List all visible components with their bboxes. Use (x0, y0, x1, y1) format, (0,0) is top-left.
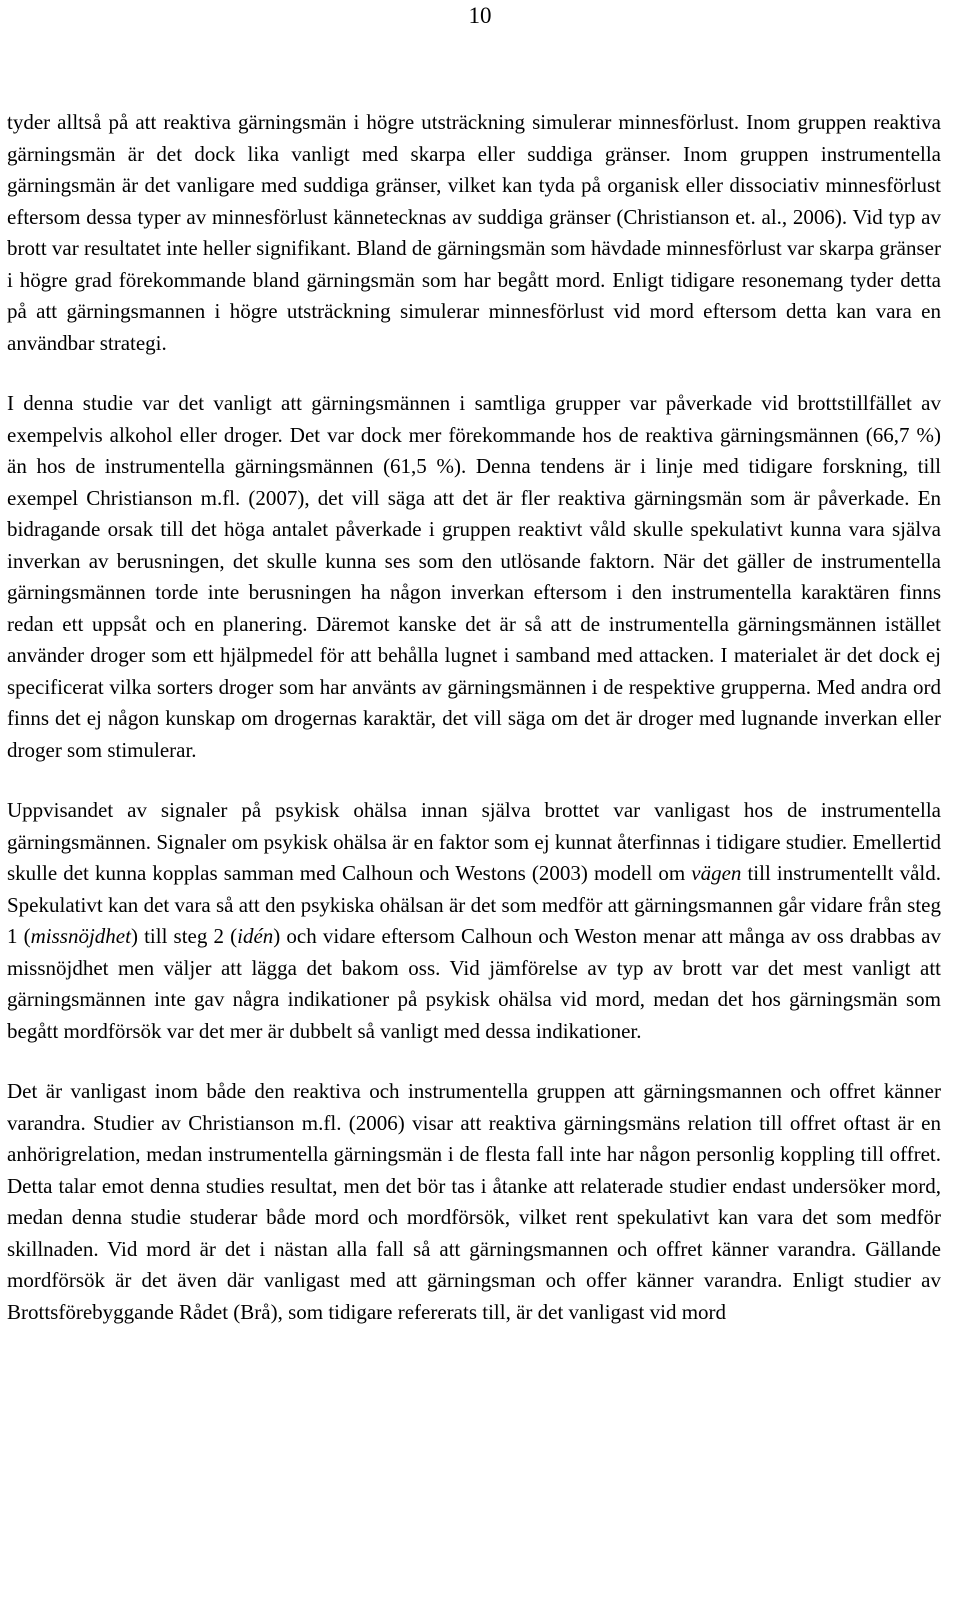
page-number: 10 (468, 3, 492, 28)
paragraph-mental-health (7, 795, 941, 1047)
paragraph-relationship (7, 1076, 941, 1328)
italic-term: idén (237, 924, 274, 948)
italic-term: missnöjdhet (30, 924, 131, 948)
italic-term: vägen (691, 861, 742, 885)
paragraph-text: Uppvisandet av signaler på psykisk ohälsa innan själva brottet var vanligast hos de instrumentella gärningsmännen. Signaler om psykisk ohälsa är en faktor som ej kunnat återfinnas i tidigare studier. Emellertid skulle det kunna kopplas samman med Calhoun och Westons (2003) modell om (7, 798, 941, 885)
document-body (7, 107, 941, 1328)
paragraph-text: till instrumentellt våld. Spekulativt kan det vara så att den psykiska ohälsan är det som medför att gärningsmannen går vidare från steg 1 ( (7, 861, 941, 948)
paragraph-text: ) till steg 2 ( (130, 924, 238, 948)
paragraph-text: tyder alltså på att reaktiva gärningsmän i högre utsträckning simulerar minnesförlust. Inom gruppen reaktiva gärningsmän är det dock lika vanligt med skarpa eller suddiga gränser. Inom gruppen instrumentella gärningsmän är det vanligare med suddiga gränser, vilket kan tyda på organisk eller dissociativ minnesförlust eftersom dessa typer av minnesförlust kännetecknas av suddiga gränser (Christianson et. al., 2006). Vid typ av brott var resultatet inte heller signifikant. Bland de gärningsmän som hävdade minnesförlust var skarpa gränser i högre grad förekommande bland gärningsmän som har begått mord. Enligt tidigare resonemang tyder detta på att gärningsmannen i högre utsträckning simulerar minnesförlust vid mord eftersom detta kan vara en användbar strategi. (7, 110, 941, 355)
paragraph-text: ) och vidare eftersom Calhoun och Weston menar att många av oss drabbas av missnöjdhet men väljer att lägga det bakom oss. Vid jämförelse av typ av brott var det mest vanligt att gärningsmännen inte gav några indikationer på psykisk ohälsa vid mord, medan det hos gärningsmän som begått mordförsök var det mer är dubbelt så vanligt med dessa indikationer. (7, 924, 941, 1043)
paragraph-memory-loss (7, 107, 941, 359)
paragraph-text: Det är vanligast inom både den reaktiva och instrumentella gruppen att gärningsmannen och offret känner varandra. Studier av Christianson m.fl. (2006) visar att reaktiva gärningsmäns relation till offret oftast är en anhörigrelation, medan instrumentella gärningsmän i de flesta fall inte har någon personlig koppling till offret. Detta talar emot denna studies resultat, men det bör tas i åtanke att relaterade studier endast undersöker mord, medan denna studie studerar både mord och mordförsök, vilket rent spekulativt kan vara det som medför skillnaden. Vid mord är det i nästan alla fall så att gärningsmannen och offret känner varandra. Gällande mordförsök är det även där vanligast med att gärningsman och offer känner varandra. Enligt studier av Brottsförebyggande Rådet (Brå), som tidigare refererats till, är det vanligast vid mord (7, 1079, 941, 1324)
paragraph-text: I denna studie var det vanligt att gärningsmännen i samtliga grupper var påverkade vid brottstillfället av exempelvis alkohol eller droger. Det var dock mer förekommande hos de reaktiva gärningsmännen (66,7 %) än hos de instrumentella gärningsmännen (61,5 %). Denna tendens är i linje med tidigare forskning, till exempel Christianson m.fl. (2007), det vill säga att det är fler reaktiva gärningsmän som är påverkade. En bidragande orsak till det höga antalet påverkade i gruppen reaktivt våld skulle spekulativt kunna vara själva inverkan av berusningen, det skulle kunna ses som den utlösande faktorn. När det gäller de instrumentella gärningsmännen torde inte berusningen ha någon inverkan eftersom i den instrumentella karaktären finns redan ett uppsåt och en planering. Däremot kanske det är så att de instrumentella gärningsmännen istället använder droger som ett hjälpmedel för att behålla lugnet i samband med attacken. I materialet är det dock ej specificerat vilka sorters droger som har använts av gärningsmännen i de respektive grupperna. Med andra ord finns det ej någon kunskap om drogernas karaktär, det vill säga om det är droger med lugnande inverkan eller droger som stimulerar. (7, 391, 941, 762)
paragraph-intoxication (7, 388, 941, 766)
